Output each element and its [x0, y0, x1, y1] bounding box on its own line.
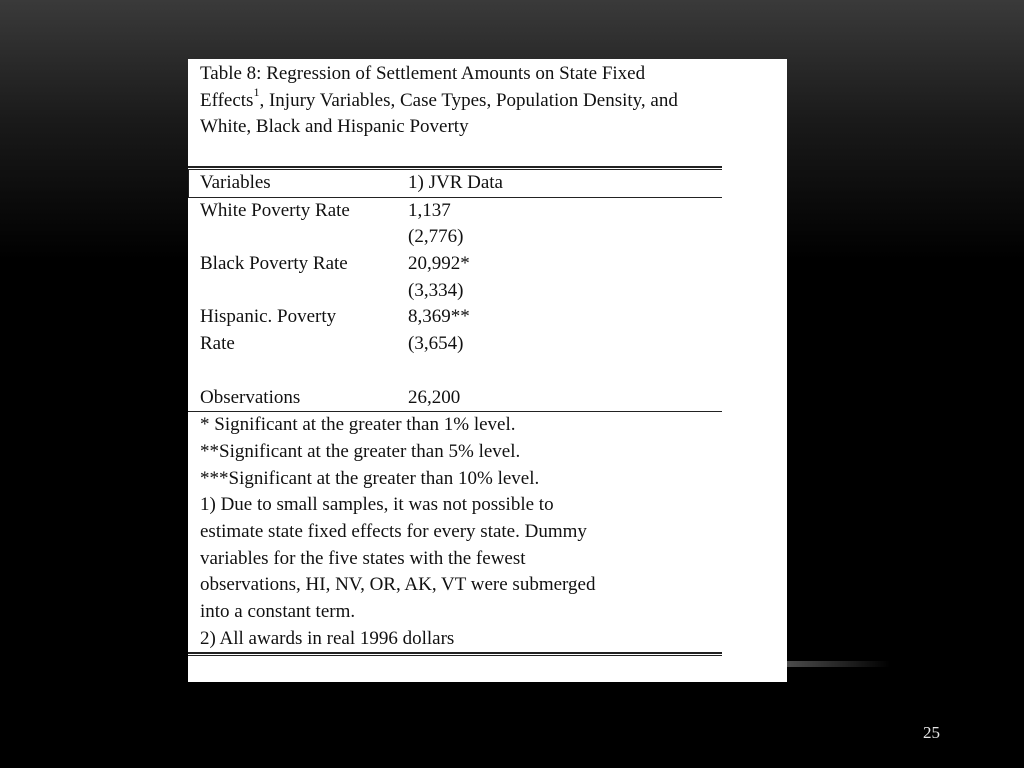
note-line: into a constant term.	[200, 601, 356, 622]
note-line: 2) All awards in real 1996 dollars	[200, 627, 455, 649]
value-cell: 26,200	[408, 386, 461, 408]
table-row	[188, 198, 722, 225]
note-line: 1) Due to small samples, it was not possible to	[200, 494, 554, 516]
table-row	[188, 304, 722, 331]
variable-cell	[200, 278, 408, 305]
table-row	[188, 251, 722, 278]
header-jvr-data: 1) JVR Data	[408, 172, 503, 193]
table-notes	[188, 412, 722, 652]
variable-cell: White Poverty Rate	[200, 199, 350, 221]
regression-table	[188, 59, 722, 656]
value-cell: 8,369**	[408, 306, 470, 328]
variable-cell	[200, 224, 408, 251]
variable-cell	[200, 358, 408, 385]
table-panel	[188, 59, 787, 682]
table-row	[188, 358, 722, 385]
table-row	[188, 331, 722, 358]
note-line: * Significant at the greater than 1% level.	[200, 414, 516, 436]
table-header-row	[188, 170, 722, 197]
table-title-text: Table 8: Regression of Settlement Amounts on State Fixed Effects	[200, 63, 646, 111]
page-number: 25	[923, 723, 940, 742]
footnote-marker: 1	[253, 85, 260, 100]
note-line: estimate state fixed effects for every state. Dummy	[200, 520, 587, 542]
note-line: variables for the five states with the fewest	[200, 547, 526, 569]
table-row	[188, 224, 722, 251]
variable-cell: Observations	[200, 386, 301, 408]
table-title-continued: , Injury Variables, Case Types, Population Density, and White, Black and Hispanic Poverty	[200, 89, 678, 138]
variable-cell: Hispanic. Poverty	[200, 306, 337, 328]
value-cell: 1,137	[408, 199, 451, 221]
value-cell: (2,776)	[408, 226, 464, 248]
value-cell: (3,334)	[408, 279, 464, 301]
variable-cell: Black Poverty Rate	[200, 253, 348, 275]
note-line: observations, HI, NV, OR, AK, VT were submerged	[200, 574, 596, 596]
table-title	[188, 59, 722, 166]
decorative-shadow	[780, 661, 890, 667]
table-row	[188, 385, 722, 412]
table-row	[188, 278, 722, 305]
header-variables: Variables	[200, 172, 271, 193]
note-line: **Significant at the greater than 5% level.	[200, 440, 521, 462]
value-cell: 20,992*	[408, 253, 470, 275]
table-end-rule	[188, 652, 722, 656]
variable-cell: Rate	[200, 333, 235, 355]
value-cell: (3,654)	[408, 333, 464, 355]
table-body	[188, 198, 722, 412]
note-line: ***Significant at the greater than 10% level.	[200, 467, 540, 489]
